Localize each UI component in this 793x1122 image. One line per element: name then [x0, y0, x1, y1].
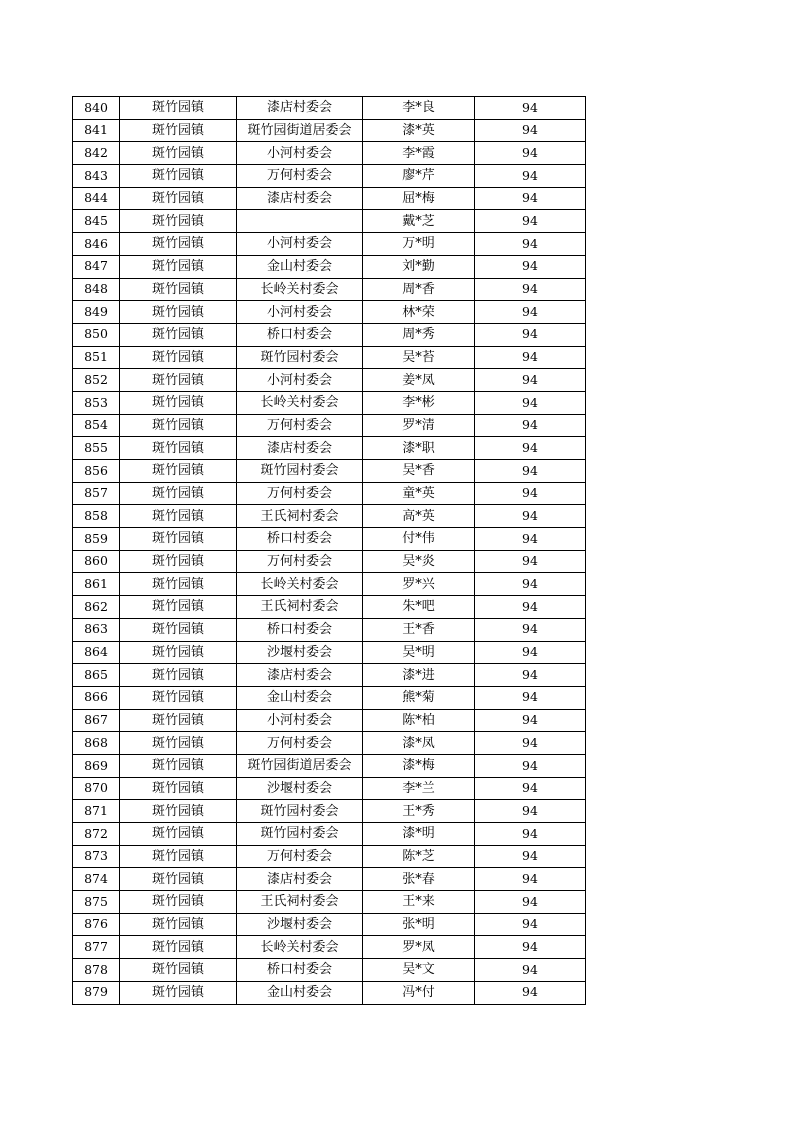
town-cell: 斑竹园镇 [120, 913, 237, 936]
row-number-cell: 846 [73, 233, 120, 256]
table-row [73, 255, 586, 278]
table-row [73, 142, 586, 165]
village-committee-cell: 漆店村委会 [237, 664, 363, 687]
table-row [73, 187, 586, 210]
village-committee-cell: 桥口村委会 [237, 323, 363, 346]
row-number-cell: 871 [73, 800, 120, 823]
person-name-cell: 朱*吧 [363, 596, 475, 619]
table-row [73, 165, 586, 188]
town-cell: 斑竹园镇 [120, 119, 237, 142]
row-number-cell: 849 [73, 301, 120, 324]
score-cell: 94 [475, 618, 586, 641]
town-cell: 斑竹园镇 [120, 800, 237, 823]
person-name-cell: 刘*勤 [363, 255, 475, 278]
person-name-cell: 漆*职 [363, 437, 475, 460]
row-number-cell: 876 [73, 913, 120, 936]
town-cell: 斑竹园镇 [120, 414, 237, 437]
town-cell: 斑竹园镇 [120, 142, 237, 165]
row-number-cell: 845 [73, 210, 120, 233]
town-cell: 斑竹园镇 [120, 686, 237, 709]
row-number-cell: 844 [73, 187, 120, 210]
person-name-cell: 王*秀 [363, 800, 475, 823]
score-cell: 94 [475, 777, 586, 800]
row-number-cell: 866 [73, 686, 120, 709]
row-number-cell: 842 [73, 142, 120, 165]
town-cell: 斑竹园镇 [120, 891, 237, 914]
town-cell: 斑竹园镇 [120, 959, 237, 982]
person-name-cell: 林*荣 [363, 301, 475, 324]
village-committee-cell: 斑竹园村委会 [237, 460, 363, 483]
village-committee-cell: 长岭关村委会 [237, 391, 363, 414]
village-committee-cell: 斑竹园街道居委会 [237, 754, 363, 777]
person-name-cell: 李*霞 [363, 142, 475, 165]
village-committee-cell: 斑竹园村委会 [237, 346, 363, 369]
score-cell: 94 [475, 505, 586, 528]
town-cell: 斑竹园镇 [120, 369, 237, 392]
person-name-cell: 屈*梅 [363, 187, 475, 210]
score-cell: 94 [475, 754, 586, 777]
row-number-cell: 875 [73, 891, 120, 914]
score-cell: 94 [475, 323, 586, 346]
person-name-cell: 罗*清 [363, 414, 475, 437]
table-row [73, 709, 586, 732]
score-cell: 94 [475, 346, 586, 369]
village-committee-cell: 王氏祠村委会 [237, 891, 363, 914]
row-number-cell: 878 [73, 959, 120, 982]
score-cell: 94 [475, 845, 586, 868]
town-cell: 斑竹园镇 [120, 437, 237, 460]
village-committee-cell: 斑竹园村委会 [237, 800, 363, 823]
person-name-cell: 王*香 [363, 618, 475, 641]
town-cell: 斑竹园镇 [120, 732, 237, 755]
town-cell: 斑竹园镇 [120, 573, 237, 596]
table-row [73, 550, 586, 573]
village-committee-cell: 王氏祠村委会 [237, 596, 363, 619]
score-cell: 94 [475, 391, 586, 414]
person-name-cell: 熊*菊 [363, 686, 475, 709]
village-committee-cell: 王氏祠村委会 [237, 505, 363, 528]
row-number-cell: 852 [73, 369, 120, 392]
person-name-cell: 李*良 [363, 97, 475, 120]
town-cell: 斑竹园镇 [120, 868, 237, 891]
person-name-cell: 付*伟 [363, 528, 475, 551]
town-cell: 斑竹园镇 [120, 97, 237, 120]
score-cell: 94 [475, 664, 586, 687]
village-committee-cell: 万何村委会 [237, 414, 363, 437]
row-number-cell: 861 [73, 573, 120, 596]
village-committee-cell: 万何村委会 [237, 732, 363, 755]
score-cell: 94 [475, 97, 586, 120]
score-cell: 94 [475, 823, 586, 846]
row-number-cell: 857 [73, 482, 120, 505]
table-row [73, 664, 586, 687]
town-cell: 斑竹园镇 [120, 981, 237, 1004]
person-name-cell: 张*春 [363, 868, 475, 891]
village-committee-cell: 桥口村委会 [237, 528, 363, 551]
town-cell: 斑竹园镇 [120, 210, 237, 233]
table-row [73, 210, 586, 233]
table-row [73, 528, 586, 551]
row-number-cell: 858 [73, 505, 120, 528]
table-row [73, 981, 586, 1004]
row-number-cell: 868 [73, 732, 120, 755]
town-cell: 斑竹园镇 [120, 709, 237, 732]
table-row [73, 686, 586, 709]
table-row [73, 732, 586, 755]
village-committee-cell: 金山村委会 [237, 255, 363, 278]
person-name-cell: 罗*凤 [363, 936, 475, 959]
person-name-cell: 吴*苔 [363, 346, 475, 369]
score-cell: 94 [475, 142, 586, 165]
row-number-cell: 847 [73, 255, 120, 278]
row-number-cell: 867 [73, 709, 120, 732]
person-name-cell: 万*明 [363, 233, 475, 256]
village-committee-cell: 万何村委会 [237, 165, 363, 188]
score-cell: 94 [475, 732, 586, 755]
table-row [73, 482, 586, 505]
row-number-cell: 873 [73, 845, 120, 868]
village-committee-cell: 长岭关村委会 [237, 278, 363, 301]
town-cell: 斑竹园镇 [120, 255, 237, 278]
table-row [73, 596, 586, 619]
row-number-cell: 843 [73, 165, 120, 188]
score-cell: 94 [475, 460, 586, 483]
village-committee-cell: 小河村委会 [237, 233, 363, 256]
row-number-cell: 864 [73, 641, 120, 664]
town-cell: 斑竹园镇 [120, 641, 237, 664]
row-number-cell: 848 [73, 278, 120, 301]
person-name-cell: 吴*文 [363, 959, 475, 982]
row-number-cell: 851 [73, 346, 120, 369]
score-cell: 94 [475, 437, 586, 460]
table-row [73, 437, 586, 460]
village-committee-cell: 漆店村委会 [237, 97, 363, 120]
village-committee-cell: 小河村委会 [237, 301, 363, 324]
town-cell: 斑竹园镇 [120, 936, 237, 959]
table-row [73, 641, 586, 664]
person-name-cell: 冯*付 [363, 981, 475, 1004]
person-name-cell: 姜*凤 [363, 369, 475, 392]
table-row [73, 391, 586, 414]
village-committee-cell: 长岭关村委会 [237, 573, 363, 596]
score-cell: 94 [475, 981, 586, 1004]
person-name-cell: 漆*进 [363, 664, 475, 687]
table-row [73, 618, 586, 641]
score-cell: 94 [475, 187, 586, 210]
row-number-cell: 854 [73, 414, 120, 437]
table-row [73, 913, 586, 936]
village-committee-cell: 小河村委会 [237, 142, 363, 165]
village-committee-cell: 沙堰村委会 [237, 777, 363, 800]
table-row [73, 119, 586, 142]
town-cell: 斑竹园镇 [120, 233, 237, 256]
person-name-cell: 吴*明 [363, 641, 475, 664]
village-committee-cell: 小河村委会 [237, 709, 363, 732]
town-cell: 斑竹园镇 [120, 165, 237, 188]
village-committee-cell: 漆店村委会 [237, 187, 363, 210]
town-cell: 斑竹园镇 [120, 754, 237, 777]
village-committee-cell: 长岭关村委会 [237, 936, 363, 959]
village-committee-cell [237, 210, 363, 233]
score-cell: 94 [475, 800, 586, 823]
row-number-cell: 862 [73, 596, 120, 619]
village-committee-cell: 沙堰村委会 [237, 641, 363, 664]
table-row [73, 369, 586, 392]
town-cell: 斑竹园镇 [120, 596, 237, 619]
village-committee-cell: 斑竹园村委会 [237, 823, 363, 846]
table-row [73, 823, 586, 846]
person-name-cell: 王*来 [363, 891, 475, 914]
row-number-cell: 853 [73, 391, 120, 414]
village-committee-cell: 金山村委会 [237, 686, 363, 709]
town-cell: 斑竹园镇 [120, 346, 237, 369]
village-committee-cell: 金山村委会 [237, 981, 363, 1004]
town-cell: 斑竹园镇 [120, 323, 237, 346]
roster-table [72, 96, 586, 1005]
person-name-cell: 漆*梅 [363, 754, 475, 777]
town-cell: 斑竹园镇 [120, 505, 237, 528]
town-cell: 斑竹园镇 [120, 460, 237, 483]
person-name-cell: 张*明 [363, 913, 475, 936]
town-cell: 斑竹园镇 [120, 187, 237, 210]
score-cell: 94 [475, 709, 586, 732]
table-row [73, 301, 586, 324]
score-cell: 94 [475, 301, 586, 324]
village-committee-cell: 万何村委会 [237, 550, 363, 573]
row-number-cell: 855 [73, 437, 120, 460]
row-number-cell: 859 [73, 528, 120, 551]
score-cell: 94 [475, 165, 586, 188]
person-name-cell: 罗*兴 [363, 573, 475, 596]
village-committee-cell: 桥口村委会 [237, 959, 363, 982]
village-committee-cell: 沙堰村委会 [237, 913, 363, 936]
town-cell: 斑竹园镇 [120, 777, 237, 800]
row-number-cell: 860 [73, 550, 120, 573]
person-name-cell: 吴*香 [363, 460, 475, 483]
village-committee-cell: 桥口村委会 [237, 618, 363, 641]
score-cell: 94 [475, 868, 586, 891]
table-row [73, 959, 586, 982]
row-number-cell: 850 [73, 323, 120, 346]
row-number-cell: 874 [73, 868, 120, 891]
town-cell: 斑竹园镇 [120, 391, 237, 414]
score-cell: 94 [475, 641, 586, 664]
table-row [73, 346, 586, 369]
person-name-cell: 漆*明 [363, 823, 475, 846]
roster-table-body [73, 97, 586, 1005]
town-cell: 斑竹园镇 [120, 823, 237, 846]
row-number-cell: 879 [73, 981, 120, 1004]
score-cell: 94 [475, 550, 586, 573]
row-number-cell: 870 [73, 777, 120, 800]
row-number-cell: 840 [73, 97, 120, 120]
score-cell: 94 [475, 278, 586, 301]
village-committee-cell: 漆店村委会 [237, 437, 363, 460]
score-cell: 94 [475, 414, 586, 437]
person-name-cell: 陈*芝 [363, 845, 475, 868]
table-row [73, 800, 586, 823]
person-name-cell: 吴*炎 [363, 550, 475, 573]
town-cell: 斑竹园镇 [120, 845, 237, 868]
score-cell: 94 [475, 913, 586, 936]
person-name-cell: 周*香 [363, 278, 475, 301]
score-cell: 94 [475, 119, 586, 142]
score-cell: 94 [475, 596, 586, 619]
row-number-cell: 877 [73, 936, 120, 959]
town-cell: 斑竹园镇 [120, 278, 237, 301]
person-name-cell: 李*兰 [363, 777, 475, 800]
row-number-cell: 869 [73, 754, 120, 777]
table-row [73, 573, 586, 596]
person-name-cell: 漆*凤 [363, 732, 475, 755]
table-row [73, 97, 586, 120]
row-number-cell: 865 [73, 664, 120, 687]
village-committee-cell: 万何村委会 [237, 482, 363, 505]
person-name-cell: 戴*芝 [363, 210, 475, 233]
score-cell: 94 [475, 959, 586, 982]
score-cell: 94 [475, 891, 586, 914]
score-cell: 94 [475, 528, 586, 551]
score-cell: 94 [475, 210, 586, 233]
table-row [73, 414, 586, 437]
town-cell: 斑竹园镇 [120, 550, 237, 573]
score-cell: 94 [475, 686, 586, 709]
person-name-cell: 高*英 [363, 505, 475, 528]
row-number-cell: 863 [73, 618, 120, 641]
table-row [73, 845, 586, 868]
town-cell: 斑竹园镇 [120, 618, 237, 641]
score-cell: 94 [475, 369, 586, 392]
person-name-cell: 陈*柏 [363, 709, 475, 732]
row-number-cell: 872 [73, 823, 120, 846]
person-name-cell: 漆*英 [363, 119, 475, 142]
village-committee-cell: 斑竹园街道居委会 [237, 119, 363, 142]
score-cell: 94 [475, 573, 586, 596]
table-row [73, 460, 586, 483]
table-row [73, 233, 586, 256]
person-name-cell: 童*英 [363, 482, 475, 505]
score-cell: 94 [475, 255, 586, 278]
person-name-cell: 李*彬 [363, 391, 475, 414]
town-cell: 斑竹园镇 [120, 482, 237, 505]
table-row [73, 777, 586, 800]
table-row [73, 278, 586, 301]
village-committee-cell: 小河村委会 [237, 369, 363, 392]
table-row [73, 891, 586, 914]
score-cell: 94 [475, 482, 586, 505]
person-name-cell: 廖*芹 [363, 165, 475, 188]
person-name-cell: 周*秀 [363, 323, 475, 346]
town-cell: 斑竹园镇 [120, 528, 237, 551]
table-row [73, 754, 586, 777]
table-row [73, 868, 586, 891]
table-row [73, 323, 586, 346]
table-row [73, 936, 586, 959]
table-row [73, 505, 586, 528]
village-committee-cell: 万何村委会 [237, 845, 363, 868]
village-committee-cell: 漆店村委会 [237, 868, 363, 891]
score-cell: 94 [475, 233, 586, 256]
score-cell: 94 [475, 936, 586, 959]
row-number-cell: 856 [73, 460, 120, 483]
row-number-cell: 841 [73, 119, 120, 142]
town-cell: 斑竹园镇 [120, 301, 237, 324]
town-cell: 斑竹园镇 [120, 664, 237, 687]
